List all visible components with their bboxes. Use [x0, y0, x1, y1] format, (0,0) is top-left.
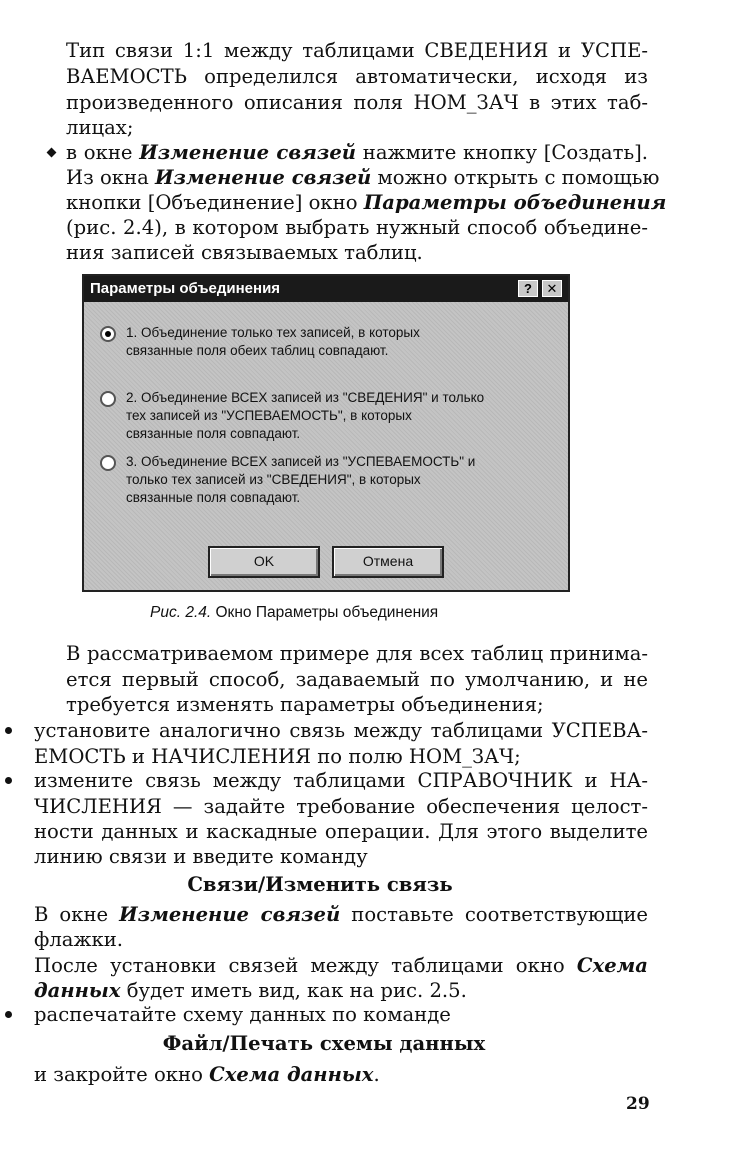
option-label: тех записей из "УСПЕВАЕМОСТЬ", в которых [126, 408, 412, 423]
item-line: (рис. 2.4), в котором выбрать нужный способ объедине- [66, 216, 648, 239]
bullet-line: ЧИСЛЕНИЯ — задайте требование обеспечения целост- [34, 795, 648, 818]
bullet-line: ности данных и каскадные операции. Для этого выделите [34, 820, 648, 843]
option-label: 3. Объединение ВСЕХ записей из "УСПЕВАЕМОСТЬ" и [126, 454, 476, 469]
dialog-titlebar [84, 276, 568, 302]
paragraph-line: произведенного описания поля НОМ_ЗАЧ в этих таб- [66, 91, 648, 114]
paragraph-line: флажки. [34, 928, 124, 951]
diamond-bullet-icon [47, 148, 57, 158]
bullet-line: установите аналогично связь между таблицами УСПЕВА- [34, 719, 648, 742]
option-label: 1. Объединение только тех записей, в которых [126, 325, 420, 340]
paragraph-line: данных будет иметь вид, как на рис. 2.5. [34, 979, 467, 1002]
paragraph-line: После установки связей между таблицами окно Схема [34, 954, 648, 977]
bullet-line: ЕМОСТЬ и НАЧИСЛЕНИЯ по полю НОМ_ЗАЧ; [34, 745, 521, 768]
dialog-title: Параметры объединения [90, 280, 281, 297]
item-line: ния записей связываемых таблиц. [66, 241, 423, 264]
item-line: Из окна Изменение связей можно открыть с помощью [66, 166, 660, 189]
option-label: связанные поля совпадают. [126, 426, 301, 441]
bullet-line: распечатайте схему данных по команде [34, 1003, 451, 1026]
item-line: кнопки [Объединение] окно Параметры объединения [66, 191, 667, 214]
ok-button[interactable]: OK [208, 546, 320, 578]
item-line: в окне Изменение связей нажмите кнопку [Создать]. [66, 141, 648, 164]
option-label: только тех записей из "СВЕДЕНИЯ", в которых [126, 472, 421, 487]
option-label: 2. Объединение ВСЕХ записей из "СВЕДЕНИЯ" и только [126, 390, 485, 405]
paragraph-line: и закройте окно Схема данных. [34, 1063, 380, 1086]
bullet-icon [5, 1011, 12, 1018]
radio-icon[interactable] [100, 455, 116, 471]
option-label: связанные поля совпадают. [126, 490, 301, 505]
figure-caption: Рис. 2.4. Окно Параметры объединения [150, 604, 439, 621]
paragraph-line: В рассматриваемом примере для всех таблиц принима- [66, 642, 648, 665]
page-number: 29 [626, 1094, 650, 1114]
close-button[interactable]: ✕ [542, 280, 562, 297]
bullet-icon [5, 727, 12, 734]
paragraph-line: лицах; [66, 116, 134, 139]
paragraph-line: В окне Изменение связей поставьте соответствующие [34, 903, 648, 926]
command-heading: Файл/Печать схемы данных [162, 1032, 486, 1055]
join-properties-dialog [82, 274, 570, 592]
paragraph-line: ВАЕМОСТЬ определился автоматически, исходя из [66, 65, 648, 88]
bullet-line: линию связи и введите команду [34, 845, 368, 868]
option-label: связанные поля обеих таблиц совпадают. [126, 343, 389, 358]
help-button[interactable]: ? [518, 280, 538, 297]
radio-selected-icon[interactable] [100, 326, 116, 342]
paragraph-line: Тип связи 1:1 между таблицами СВЕДЕНИЯ и УСПЕ- [66, 39, 648, 62]
command-heading: Связи/Изменить связь [187, 873, 453, 896]
bullet-line: измените связь между таблицами СПРАВОЧНИК и НА- [34, 769, 648, 792]
cancel-button[interactable]: Отмена [332, 546, 444, 578]
radio-icon[interactable] [100, 391, 116, 407]
bullet-icon [5, 777, 12, 784]
paragraph-line: ется первый способ, задаваемый по умолчанию, и не [66, 668, 648, 691]
paragraph-line: требуется изменять параметры объединения; [66, 693, 544, 716]
